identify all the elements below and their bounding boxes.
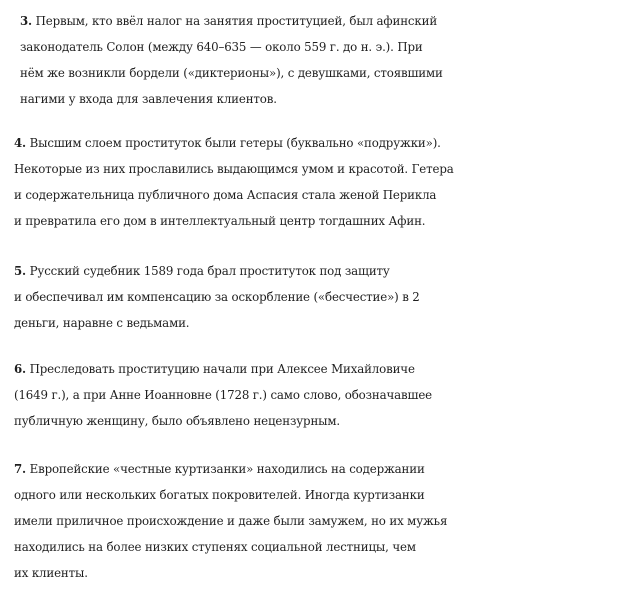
text-line: Русский судебник 1589 года брал проституток под защиту: [26, 264, 390, 278]
text-line: Высшим слоем проституток были гетеры (буквально «подружки»).: [26, 136, 441, 150]
text-line: одного или нескольких богатых покровителей. Иногда куртизанки: [14, 488, 425, 502]
text-line: Преследовать проституцию начали при Алексее Михайловиче: [26, 362, 415, 376]
fact-number: 7.: [14, 462, 27, 476]
text-line: нём же возникли бордели («диктерионы»), с девушками, стоявшими: [20, 66, 443, 80]
text-line: и обеспечивал им компенсацию за оскорбление («бесчестие») в 2: [14, 290, 420, 304]
fact-paragraph-7: [14, 456, 634, 586]
text-line: деньги, наравне с ведьмами.: [14, 316, 190, 330]
fact-number: 5.: [14, 264, 27, 278]
fact-paragraph-5: [14, 258, 634, 336]
fact-number: 4.: [14, 136, 27, 150]
text-line: находились на более низких ступенях социальной лестницы, чем: [14, 540, 416, 554]
text-line: Первым, кто ввёл налог на занятия проституцией, был афинский: [32, 14, 438, 28]
fact-paragraph-3: [14, 8, 634, 112]
text-line: нагими у входа для завлечения клиентов.: [20, 92, 277, 106]
fact-paragraph-6: [14, 356, 634, 434]
fact-number: 6.: [14, 362, 27, 376]
text-line: Некоторые из них прославились выдающимся умом и красотой. Гетера: [14, 162, 454, 176]
fact-paragraph-4: [14, 130, 634, 234]
text-line: (1649 г.), а при Анне Иоанновне (1728 г.) само слово, обозначавшее: [14, 388, 433, 402]
text-line: публичную женщину, было объявлено нецензурным.: [14, 414, 341, 428]
fact-number: 3.: [20, 14, 33, 28]
text-line: Европейские «честные куртизанки» находились на содержании: [26, 462, 425, 476]
text-line: и превратила его дом в интеллектуальный центр тогдашних Афин.: [14, 214, 426, 228]
text-line: их клиенты.: [14, 566, 88, 580]
text-line: имели приличное происхождение и даже были замужем, но их мужья: [14, 514, 448, 528]
text-line: и содержательница публичного дома Аспасия стала женой Перикла: [14, 188, 437, 202]
text-line: законодатель Солон (между 640–635 — около 559 г. до н. э.). При: [20, 40, 423, 54]
